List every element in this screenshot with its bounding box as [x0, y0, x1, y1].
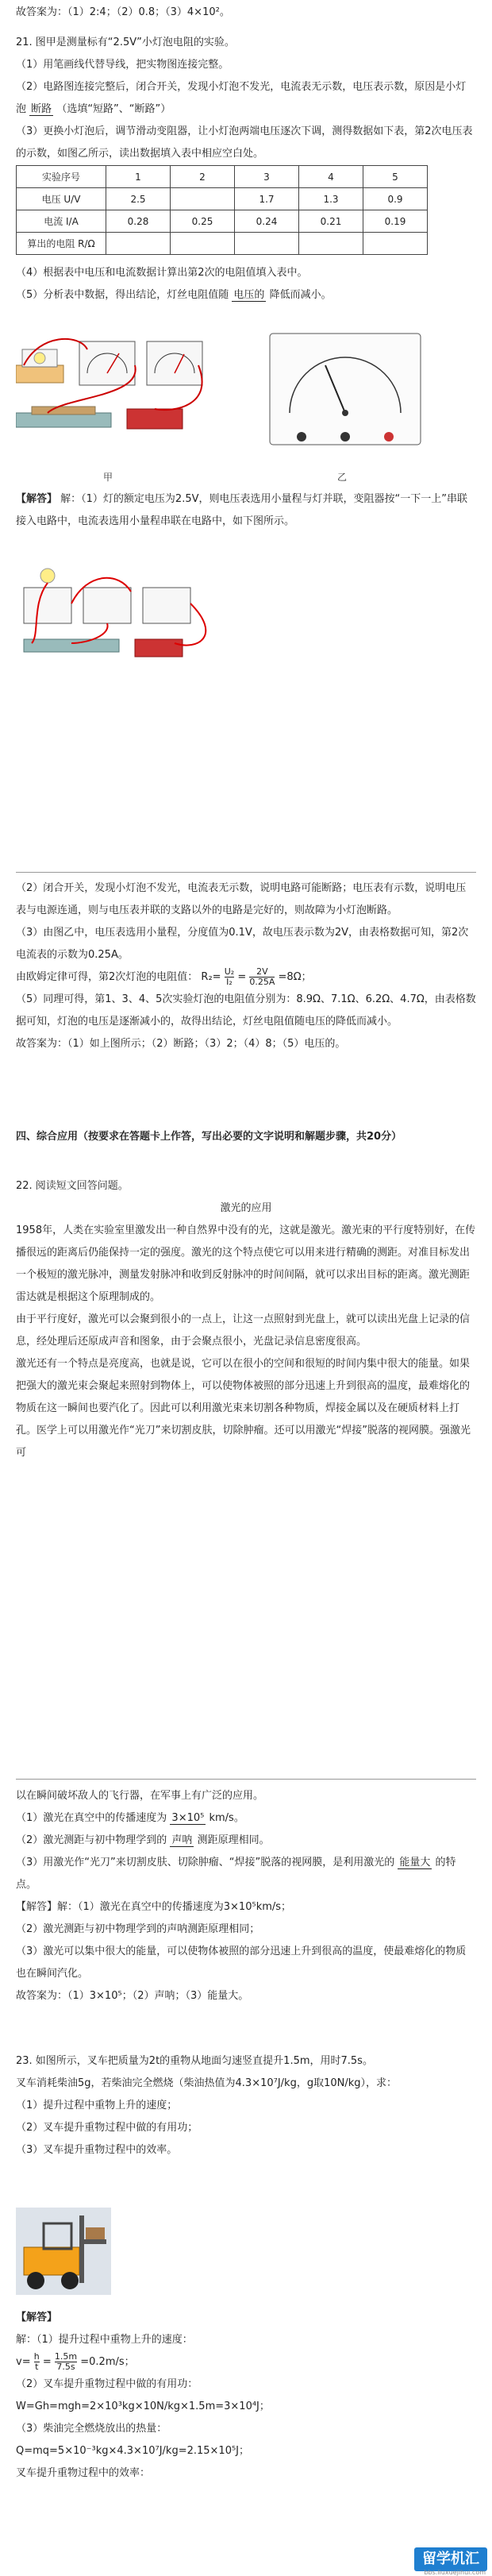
q23-solution-1: 解：（1）提升过程中重物上升的速度：	[16, 2334, 193, 2346]
q21-part2-tail: （选填“短路”、“断路”）	[56, 103, 171, 115]
q21-part5-blank: 电压的	[233, 289, 265, 301]
formula-lhs: R₂=	[201, 971, 221, 983]
formula-fraction-1	[34, 2352, 40, 2372]
formula-result: =8Ω；	[278, 971, 312, 983]
table-cell: 0.9	[363, 188, 428, 210]
table-cell: 0.25	[171, 210, 235, 233]
table-cell: 0.21	[299, 210, 363, 233]
q22-q3-blank: 能量大	[399, 1857, 431, 1868]
table-cell	[106, 233, 171, 255]
table-cell: 实验序号	[17, 166, 106, 188]
q21-analysis-5: （5）同理可得，第1、3、4、5次实验灯泡的电阻值分别为：8.9Ω、7.1Ω、6.2Ω、4.7Ω，由表格数据可知，灯泡的电压是逐渐减小的，故得出结论，灯丝电阻值随电压的降低而减小。	[16, 993, 476, 1028]
table-cell: 0.24	[235, 210, 299, 233]
q23-solution-2-formula: W=Gh=mgh=2×10³kg×10N/kg×1.5m=3×10⁴J；	[16, 2401, 270, 2412]
site-watermark-logo	[414, 2547, 487, 2571]
table-cell: 1.7	[235, 188, 299, 210]
q21-stem: 21. 图甲是测量标有“2.5V”小灯泡电阻的实验。	[16, 37, 235, 48]
fraction-numerator: 1.5m	[54, 2351, 78, 2362]
page-break-gap	[0, 1652, 492, 1771]
q22-paragraph-2: 由于平行度好，激光可以会聚到很小的一点上，让这一点照射到光盘上，就可以读出光盘上记录的信息，经处理后还原成声音和图象，由于会聚点很小，光盘记录信息密度很高。	[16, 1313, 471, 1348]
table-cell: 3	[235, 166, 299, 188]
q23-stem-1: 23. 如图所示，叉车把质量为2t的重物从地面匀速竖直提升1.5m，用时7.5s。	[16, 2055, 373, 2067]
q22-q2-tail: 测距原理相同。	[197, 1834, 270, 1846]
q21-analysis-1-text: 解：（1）灯的额定电压为2.5V，则电压表选用小量程与灯并联，变阻器按“一下一上”串联接入电路中，电流表选用小量程串联在电路中，如下图所示。	[16, 493, 467, 527]
fraction-numerator: U₂	[224, 966, 235, 977]
table-cell: 0.28	[106, 210, 171, 233]
watermark-site: bbs.liuxuejihui.com	[424, 2569, 486, 2576]
q22-stem: 22. 阅读短文回答问题。	[16, 1180, 129, 1192]
watermark-brand: 留学机汇	[422, 2551, 479, 2567]
page-break-gap	[0, 691, 492, 862]
q22-paragraph-3-cont: 以在瞬间破坏敌人的飞行器，在军事上有广泛的应用。	[16, 1790, 264, 1802]
table-cell: 2	[171, 166, 235, 188]
q22-solution-3: （3）激光可以集中很大的能量，可以使物体被照的部分迅速上升到很高的温度，使最难熔化的物质也在瞬间汽化。	[16, 1945, 467, 1980]
q21-part5	[16, 284, 476, 307]
q22-q2-text: （2）激光测距与初中物理学到的	[16, 1834, 167, 1846]
table-row	[17, 166, 428, 188]
q22-q3	[16, 1852, 476, 1896]
q22-q2	[16, 1830, 476, 1852]
formula-fraction-1	[225, 967, 234, 987]
section-4-heading: 四、综合应用（按要求在答题卡上作答，写出必要的文字说明和解题步骤，共20分）	[16, 1131, 402, 1143]
voltmeter-dial-illustration	[270, 334, 421, 445]
table-row	[17, 188, 428, 210]
formula-result: =0.2m/s；	[80, 2356, 135, 2368]
q23-solution-4: 叉车提升重物过程中的效率：	[16, 2467, 151, 2479]
circuit-apparatus-illustration	[16, 339, 202, 429]
q22-solution-1: 【解答】解：（1）激光在真空中的传播速度为3×10⁵km/s；	[16, 1901, 292, 1913]
q21-analysis-3: （3）由图乙中，电压表选用小量程，分度值为0.1V，故电压表示数为2V，由表格数据可知，第2次电流表的示数为0.25A。	[16, 927, 469, 961]
q23-stem-2: 叉车消耗柴油5g，若柴油完全燃烧（柴油热值为4.3×10⁷J/kg，g取10N/kg），求：	[16, 2077, 398, 2089]
q21-analysis-2: （2）闭合开关，发现小灯泡不发光，电流表无示数，说明电路可能断路；电压表有示数，说明电压表与电源连通，则与电压表并联的支路以外的电路是完好的，则故障为小灯泡断路。	[16, 882, 467, 916]
formula-fraction-2	[55, 2352, 77, 2372]
q22-q2-blank: 声呐	[171, 1834, 193, 1846]
q22-q1-blank: 3×10⁵	[171, 1812, 205, 1824]
table-cell	[363, 233, 428, 255]
q21-analysis-4	[16, 966, 476, 989]
q22-passage-title: 激光的应用	[220, 1202, 272, 1214]
q21-part1: （1）用笔画线代替导线，把实物图连接完整。	[16, 59, 229, 71]
table-cell	[171, 188, 235, 210]
fraction-numerator: h	[33, 2351, 40, 2362]
q21-part5-text: （5）分析表中数据，得出结论，灯丝电阻值随	[16, 289, 229, 301]
table-cell	[299, 233, 363, 255]
q22-q3-tail: 的特点。	[16, 1857, 456, 1891]
page-divider	[16, 1779, 476, 1780]
q21-analysis-4-text: 由欧姆定律可得，第2次灯泡的电阻值：	[16, 971, 198, 983]
formula-equals: =	[237, 971, 247, 983]
prev-answer-text: 故答案为：（1）2:4；（2）0.8；（3）4×10²。	[16, 6, 230, 18]
table-cell: 算出的电阻 R/Ω	[17, 233, 106, 255]
fig-yi-label: 乙	[337, 472, 348, 483]
table-cell: 2.5	[106, 188, 171, 210]
page-divider	[16, 872, 476, 873]
prev-answer	[16, 2, 476, 24]
q21-circuit-figures	[16, 318, 476, 488]
q21-data-table	[16, 165, 428, 255]
q22-solution-2: （2）激光测距与初中物理学到的声呐测距原理相同；	[16, 1923, 260, 1935]
question-22	[16, 1175, 476, 1464]
question-21	[16, 32, 476, 165]
fraction-denominator: 0.25A	[249, 977, 275, 987]
fraction-denominator: I₂	[226, 977, 233, 987]
q23-solution-3: （3）柴油完全燃烧放出的热量：	[16, 2423, 167, 2435]
q21-analysis	[16, 488, 476, 533]
q21-part2-text: （2）电路图连接完整后，闭合开关，发现小灯泡不发光，电流表无示数，电压表示数，原因是小灯泡	[16, 81, 467, 115]
q21-part4: （4）根据表中电压和电流数据计算出第2次的电阻值填入表中。	[16, 267, 308, 279]
q21-answer: 故答案为：（1）如上图所示；（2）断路；（3）2；（4）8；（5）电压的。	[16, 1038, 346, 1050]
q23-solution-3-formula: Q=mq=5×10⁻³kg×4.3×10⁷J/kg=2.15×10⁵J；	[16, 2445, 250, 2457]
q22-q1-text: （1）激光在真空中的传播速度为	[16, 1812, 167, 1824]
q21-part2	[16, 76, 476, 121]
table-cell: 5	[363, 166, 428, 188]
q23-solution	[16, 2307, 476, 2485]
q21-solution-circuit	[16, 556, 254, 683]
formula-fraction-2	[249, 967, 275, 987]
table-cell: 1.3	[299, 188, 363, 210]
q22-paragraph-3: 激光还有一个特点是亮度高，也就是说，它可以在很小的空间和很短的时间内集中很大的能量。如果把强大的激光束会聚起来照射到物体上，可以使物体被照的部分迅速上升到很高的温度，最难熔化的物质在这一瞬间也要汽化了。因此可以利用激光束来切割各种物质，焊接金属以及在硬质材料上打孔。医学上可以用激光作“光刀”来切割皮肤，切除肿瘤。还可以用激光“焊接”脱落的视网膜。强激光可	[16, 1358, 471, 1459]
q21-analysis-cont	[16, 877, 476, 1055]
formula-lhs: v=	[16, 2356, 31, 2368]
q22-q3-text: （3）用激光作“光刀”来切割皮肤、切除肿瘤、“焊接”脱落的视网膜，是利用激光的	[16, 1857, 395, 1868]
q21-part3: （3）更换小灯泡后，调节滑动变阻器，让小灯泡两端电压逐次下调，测得数据如下表，第2次电压表的示数，如图乙所示，读出数据填入表中相应空白处。	[16, 125, 473, 160]
q21-part2-blank: 断路	[31, 103, 52, 115]
table-row	[17, 233, 428, 255]
fraction-denominator: 7.5s	[56, 2362, 75, 2372]
table-cell: 4	[299, 166, 363, 188]
q22-paragraph-1: 1958年，人类在实验室里激发出一种自然界中没有的光，这就是激光。激光束的平行度特别好，在传播很远的距离后仍能保持一定的强度。激光的这个特点使它可以用来进行精确的测距。对准目标发出一个极短的激光脉冲，测量发射脉冲和收到反射脉冲的时间间隔，就可以求出目标的距离。激光测距雷达就是根据这个原理制成的。	[16, 1224, 476, 1303]
q23-solution-1-formula: v= $\frac{h}{t}$ = $\frac{1.5m}{7.5s}$ =0.2m/s；	[16, 2351, 135, 2372]
fraction-numerator: 2V	[249, 967, 275, 978]
forklift-illustration	[16, 2208, 111, 2295]
q22-answer: 故答案为：（1）3×10⁵；（2）声呐；（3）能量大。	[16, 1990, 249, 2002]
fraction-denominator: t	[35, 2362, 39, 2372]
table-cell: 0.19	[363, 210, 428, 233]
q21-analysis-1	[16, 488, 476, 533]
table-cell	[235, 233, 299, 255]
solution-label: 【解答】	[16, 493, 58, 505]
solution-label: 【解答】	[16, 2312, 58, 2323]
q23-req-1: （1）提升过程中重物上升的速度；	[16, 2100, 178, 2111]
table-row	[17, 210, 428, 233]
q22-q1-tail: km/s。	[209, 1812, 244, 1824]
section-4	[16, 1126, 476, 1148]
q21-part4-5	[16, 262, 476, 307]
q21-part5-tail: 降低而减小。	[269, 289, 332, 301]
q23-req-3: （3）叉车提升重物过程中的效率。	[16, 2144, 178, 2156]
table-cell: 1	[106, 166, 171, 188]
table-cell: 电压 U/V	[17, 188, 106, 210]
question-23	[16, 2050, 476, 2161]
q22-q1	[16, 1807, 476, 1830]
fig-jia-label: 甲	[103, 472, 113, 483]
q23-req-2: （2）叉车提升重物过程中做的有用功；	[16, 2122, 198, 2134]
table-cell: 电流 I/A	[17, 210, 106, 233]
question-22-cont	[16, 1785, 476, 2007]
q23-solution-2: （2）叉车提升重物过程中做的有用功：	[16, 2378, 198, 2390]
table-cell	[171, 233, 235, 255]
